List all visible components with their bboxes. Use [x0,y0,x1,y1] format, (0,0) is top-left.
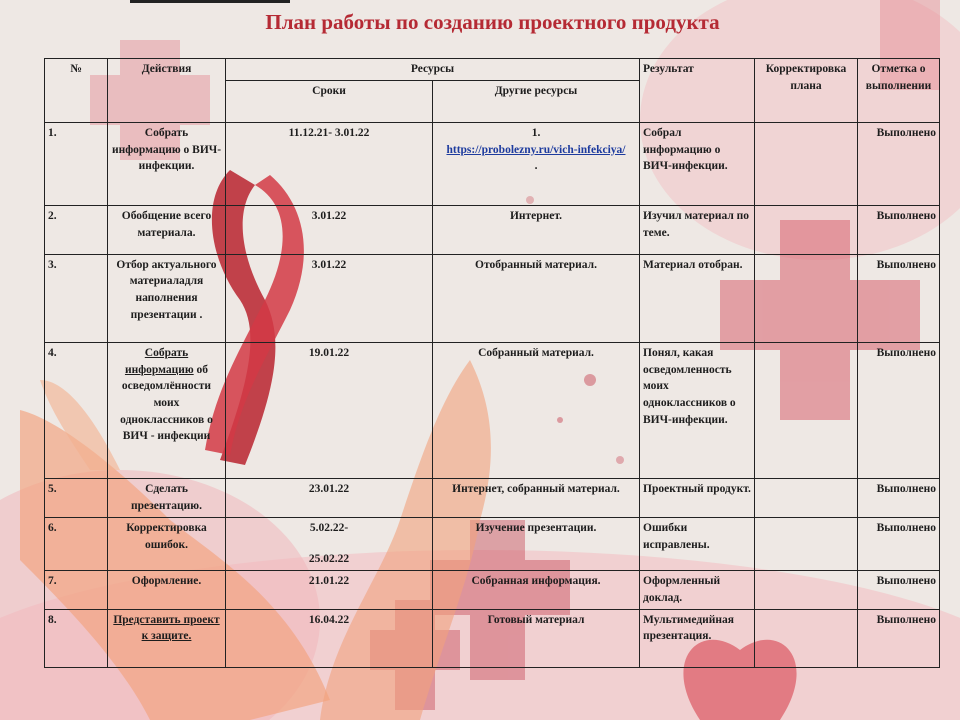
table-row [45,571,940,610]
row-result: Оформленный доклад. [640,571,755,610]
row-adjustment [755,206,858,254]
page-title: План работы по созданию проектного продукта [265,10,720,34]
row-adjustment [755,342,858,479]
table-row [45,609,940,667]
table-row [45,254,940,342]
row-other-resources: Изучение презентации. [433,517,640,570]
row-adjustment [755,254,858,342]
row-num: 4. [45,342,108,479]
row-other-resources: Готовый материал [433,609,640,667]
row-mark: Выполнено [858,254,940,342]
row-result: Материал отобран. [640,254,755,342]
row-num: 8. [45,609,108,667]
row-num: 5. [45,479,108,518]
table-row [45,342,940,479]
header-other-resources: Другие ресурсы [433,80,640,122]
row-deadline: 23.01.22 [226,479,433,518]
header-completion-mark: Отметка о выполнении [858,59,940,123]
row-action: Представить проект к защите. [108,609,226,667]
header-resources: Ресурсы [226,59,640,81]
row-other-resources [433,122,640,205]
row-other-resources: Собранная информация. [433,571,640,610]
row-adjustment [755,479,858,518]
row-mark: Выполнено [858,206,940,254]
row-mark: Выполнено [858,479,940,518]
row-action: Оформление. [108,571,226,610]
row-result: Мультимедийная презентация. [640,609,755,667]
table-row [45,206,940,254]
row-deadline: 3.01.22 [226,254,433,342]
row-deadline: 3.01.22 [226,206,433,254]
link-prefix: 1. [531,126,541,139]
row-num: 7. [45,571,108,610]
row-result: Проектный продукт. [640,479,755,518]
row-action: Собрать информацию о ВИЧ-инфекции. [108,122,226,205]
row-other-resources: Отобранный материал. [433,254,640,342]
row-other-resources: Интернет, собранный материал. [433,479,640,518]
row-adjustment [755,517,858,570]
header-deadlines: Сроки [226,80,433,122]
row-action: Обобщение всего материала. [108,206,226,254]
row-adjustment [755,122,858,205]
deadline-start: 5.02.22- [309,521,349,534]
header-num: № [45,59,108,123]
action-underlined-text: Собрать информацию [124,346,194,376]
row-action: Корректировка ошибок. [108,517,226,570]
link-suffix: . [534,160,538,173]
header-plan-adjustment: Корректировка плана [755,59,858,123]
row-action: Отбор актуального материаладля наполнения презентации . [108,254,226,342]
row-result: Собрал информацию о ВИЧ-инфекции. [640,122,755,205]
table-row [45,479,940,518]
deadline-end: 25.02.22 [308,552,350,565]
top-accent-bar [130,0,290,3]
row-adjustment [755,609,858,667]
row-result: Понял, какая осведомленность моих одноклассников о ВИЧ-инфекции. [640,342,755,479]
row-mark: Выполнено [858,609,940,667]
header-row [45,59,940,81]
resource-link[interactable]: https://probolezny.ru/vich-infekciya/ [446,143,626,156]
action-rest-text: об осведомлённости моих одноклассников о ВИЧ - инфекции [120,363,213,443]
row-mark: Выполнено [858,122,940,205]
row-mark: Выполнено [858,571,940,610]
row-num: 1. [45,122,108,205]
row-mark: Выполнено [858,342,940,479]
row-deadline: 19.01.22 [226,342,433,479]
row-result: Изучил материал по теме. [640,206,755,254]
row-mark: Выполнено [858,517,940,570]
row-deadline: 21.01.22 [226,571,433,610]
header-result: Результат [640,59,755,123]
row-other-resources: Собранный материал. [433,342,640,479]
header-actions: Действия [108,59,226,123]
row-deadline: 16.04.22 [226,609,433,667]
row-num: 3. [45,254,108,342]
row-result: Ошибки исправлены. [640,517,755,570]
row-action: Сделать презентацию. [108,479,226,518]
row-adjustment [755,571,858,610]
row-action [108,342,226,479]
row-deadline: 11.12.21- 3.01.22 [226,122,433,205]
row-num: 2. [45,206,108,254]
row-num: 6. [45,517,108,570]
row-deadline [226,517,433,570]
table-row [45,122,940,205]
project-plan-table [44,58,940,668]
row-other-resources: Интернет. [433,206,640,254]
table-row [45,517,940,570]
